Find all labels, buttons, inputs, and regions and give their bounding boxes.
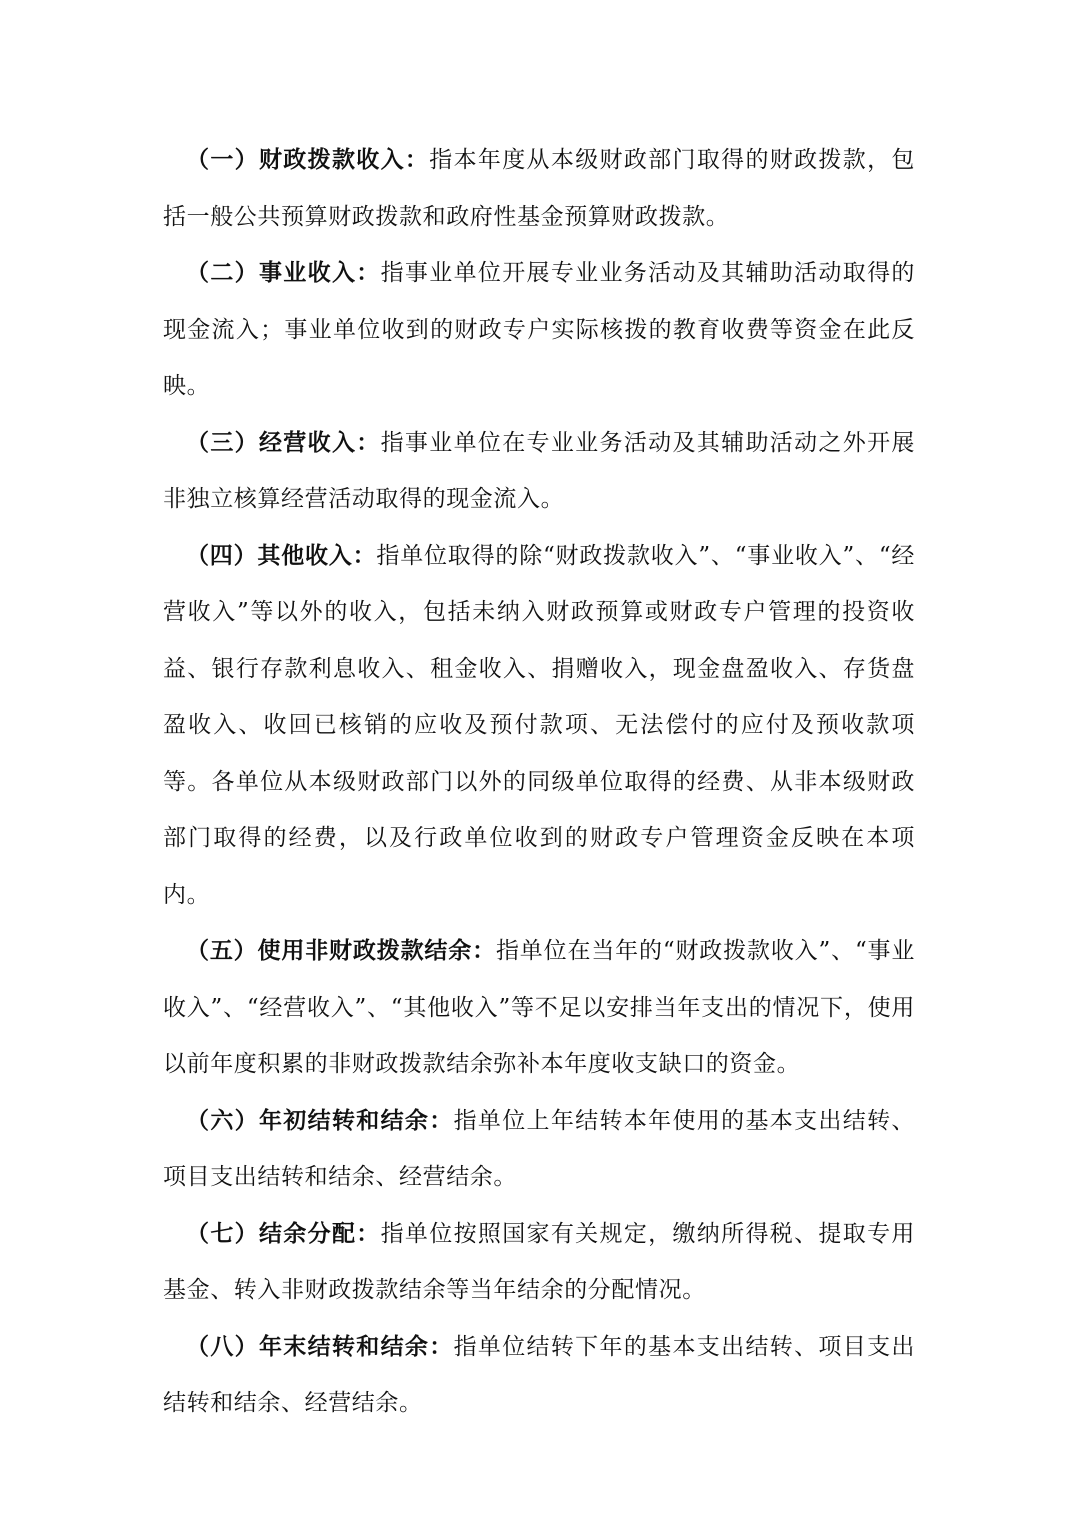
paragraph-3	[163, 415, 915, 528]
paragraph-text: 指单位按照国家有关规定，缴纳所得税、提取专用基金、转入非财政拨款结余等当年结余的分配情况。	[163, 1220, 915, 1303]
paragraph-4	[163, 528, 915, 924]
paragraph-text: 指单位结转下年的基本支出结转、项目支出结转和结余、经营结余。	[163, 1333, 915, 1416]
paragraph-text: 指事业单位在专业业务活动及其辅助活动之外开展非独立核算经营活动取得的现金流入。	[163, 429, 915, 512]
paragraph-text: 指事业单位开展专业业务活动及其辅助活动取得的现金流入；事业单位收到的财政专户实际核拨的教育收费等资金在此反映。	[163, 260, 915, 399]
paragraph-heading: （七）结余分配：	[186, 1220, 381, 1247]
paragraph-1	[163, 132, 915, 245]
paragraph-heading: （二）事业收入：	[186, 260, 381, 286]
paragraph-8	[163, 1319, 915, 1432]
paragraph-heading: （一）财政拨款收入：	[186, 147, 430, 173]
document-body	[163, 132, 915, 1432]
paragraph-7	[163, 1206, 915, 1319]
paragraph-heading: （五）使用非财政拨款结余：	[186, 938, 496, 964]
paragraph-2	[163, 245, 915, 415]
paragraph-text: 指单位取得的除“财政拨款收入”、“事业收入”、“经营收入”等以外的收入，包括未纳入财政预算或财政专户管理的投资收益、银行存款利息收入、租金收入、捐赠收入，现金盘盈收入、存货盘盈收入、收回已核销的应收及预付款项、无法偿付的应付及预收款项等。各单位从本级财政部门以外的同级单位取得的经费、从非本级财政部门取得的经费，以及行政单位收到的财政专户管理资金反映在本项内。	[163, 542, 915, 908]
paragraph-heading: （八）年末结转和结余：	[186, 1333, 454, 1360]
paragraph-heading: （六）年初结转和结余：	[186, 1107, 454, 1134]
paragraph-text: 指本年度从本级财政部门取得的财政拨款，包括一般公共预算财政拨款和政府性基金预算财政拨款。	[163, 147, 916, 230]
paragraph-heading: （四）其他收入：	[186, 542, 377, 569]
paragraph-text: 指单位在当年的“财政拨款收入”、“事业收入”、“经营收入”、“其他收入”等不足以安排当年支出的情况下，使用以前年度积累的非财政拨款结余弥补本年度收支缺口的资金。	[163, 938, 915, 1077]
paragraph-5	[163, 923, 915, 1093]
paragraph-heading: （三）经营收入：	[186, 429, 381, 456]
paragraph-6	[163, 1093, 915, 1206]
paragraph-text: 指单位上年结转本年使用的基本支出结转、项目支出结转和结余、经营结余。	[163, 1107, 915, 1190]
